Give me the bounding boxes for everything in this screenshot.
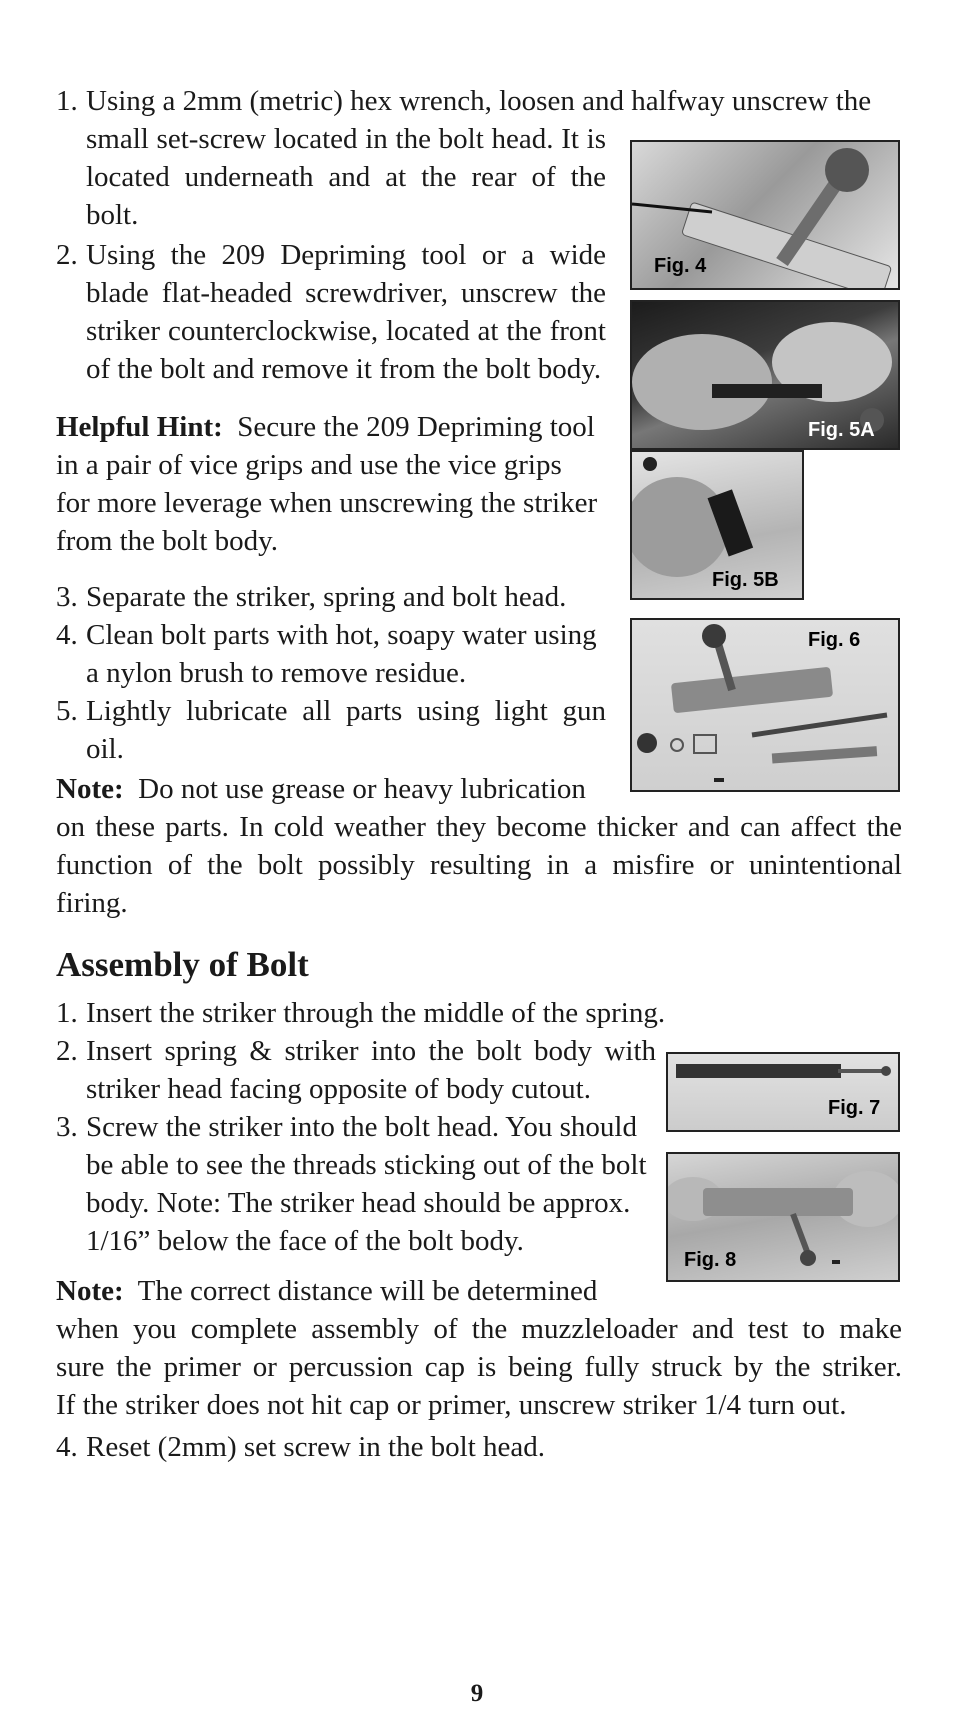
- step-5-number: 5.: [56, 695, 78, 727]
- fig-5a-photo: [630, 300, 900, 450]
- fig-8-photo: [666, 1152, 900, 1282]
- step-3-line-1: Separate the striker, spring and bolt head.: [86, 581, 567, 613]
- step-2-line-2: blade flat-headed screwdriver, unscrew the: [86, 277, 606, 309]
- step-4-line-1: Clean bolt parts with hot, soapy water using: [86, 619, 597, 651]
- assembly-step-2-line-2: striker head facing opposite of body cutout.: [86, 1073, 591, 1105]
- step-2-number: 2.: [56, 239, 78, 271]
- step-5-line-2: oil.: [86, 733, 124, 765]
- fig-8-caption: Fig. 8: [684, 1249, 737, 1271]
- fig-6-photo: [630, 618, 900, 792]
- fig-4-caption: Fig. 4: [654, 255, 707, 277]
- note-2-text: The correct distance will be determined: [137, 1275, 598, 1307]
- section-heading-assembly: Assembly of Bolt: [56, 945, 309, 984]
- step-1-line-1: Using a 2mm (metric) hex wrench, loosen and halfway unscrew the: [86, 85, 872, 117]
- note-1-text: Do not use grease or heavy lubrication: [138, 773, 586, 805]
- helpful-hint-line-4: from the bolt body.: [56, 525, 279, 557]
- helpful-hint-line-2: in a pair of vice grips and use the vice grips: [56, 449, 562, 481]
- helpful-hint-line-3: for more leverage when unscrewing the striker: [56, 487, 598, 519]
- fig-5a-caption: Fig. 5A: [808, 419, 875, 441]
- fig-7-photo: [666, 1052, 900, 1132]
- note-2-line-1: [56, 1272, 656, 1310]
- note-2-line-2: when you complete assembly of the muzzleloader and test to make: [56, 1313, 902, 1345]
- step-2-line-3: striker counterclockwise, located at the front: [86, 315, 606, 347]
- step-4-number: 4.: [56, 619, 78, 651]
- note-1-line-4: firing.: [56, 887, 128, 919]
- helpful-hint-line-1: [56, 408, 606, 446]
- note-2-line-3: sure the primer or percussion cap is being fully struck by the striker.: [56, 1351, 902, 1383]
- fig-7-caption: Fig. 7: [828, 1097, 881, 1119]
- step-1-line-2: small set-screw located in the bolt head. It is: [86, 123, 606, 155]
- assembly-step-3-line-2: be able to see the threads sticking out of the bolt: [86, 1149, 647, 1181]
- note-1-label: Note:: [56, 773, 124, 805]
- fig-4-photo: [630, 140, 900, 290]
- step-1-number: 1.: [56, 85, 78, 117]
- helpful-hint-text: Secure the 209 Depriming tool: [237, 411, 595, 443]
- assembly-step-3-number: 3.: [56, 1111, 78, 1143]
- assembly-step-2-line-1: Insert spring & striker into the bolt body with: [86, 1035, 656, 1067]
- assembly-step-4-number: 4.: [56, 1431, 78, 1463]
- note-2-line-4: If the striker does not hit cap or primer, unscrew striker 1/4 turn out.: [56, 1389, 847, 1421]
- fig-6-caption: Fig. 6: [808, 629, 861, 651]
- assembly-step-3-line-4: 1/16” below the face of the bolt body.: [86, 1225, 524, 1257]
- note-1-line-2: on these parts. In cold weather they become thicker and can affect the: [56, 811, 902, 843]
- step-1-line-3: located underneath and at the rear of the: [86, 161, 606, 193]
- note-1-line-3: function of the bolt possibly resulting in a misfire or unintentional: [56, 849, 902, 881]
- assembly-step-2-number: 2.: [56, 1035, 78, 1067]
- step-2-line-4: of the bolt and remove it from the bolt body.: [86, 353, 602, 385]
- assembly-step-1-number: 1.: [56, 997, 78, 1029]
- step-4-line-2: a nylon brush to remove residue.: [86, 657, 467, 689]
- helpful-hint-label: Helpful Hint:: [56, 411, 223, 443]
- step-1-line-4: bolt.: [86, 199, 139, 231]
- assembly-step-4-text: Reset (2mm) set screw in the bolt head.: [86, 1431, 546, 1463]
- page-number: 9: [470, 1680, 484, 1707]
- step-5-line-1: Lightly lubricate all parts using light gun: [86, 695, 606, 727]
- step-2-line-1: Using the 209 Depriming tool or a wide: [86, 239, 606, 271]
- fig-5b-caption: Fig. 5B: [712, 569, 779, 591]
- step-3-number: 3.: [56, 581, 78, 613]
- fig-5b-photo: [630, 450, 804, 600]
- assembly-step-1-line-1: Insert the striker through the middle of the spring.: [86, 997, 666, 1029]
- assembly-step-3-line-3: body. Note: The striker head should be approx.: [86, 1187, 631, 1219]
- note-1-line-1: [56, 770, 606, 808]
- assembly-step-3-line-1: Screw the striker into the bolt head. You should: [86, 1111, 637, 1143]
- note-2-label: Note:: [56, 1275, 124, 1307]
